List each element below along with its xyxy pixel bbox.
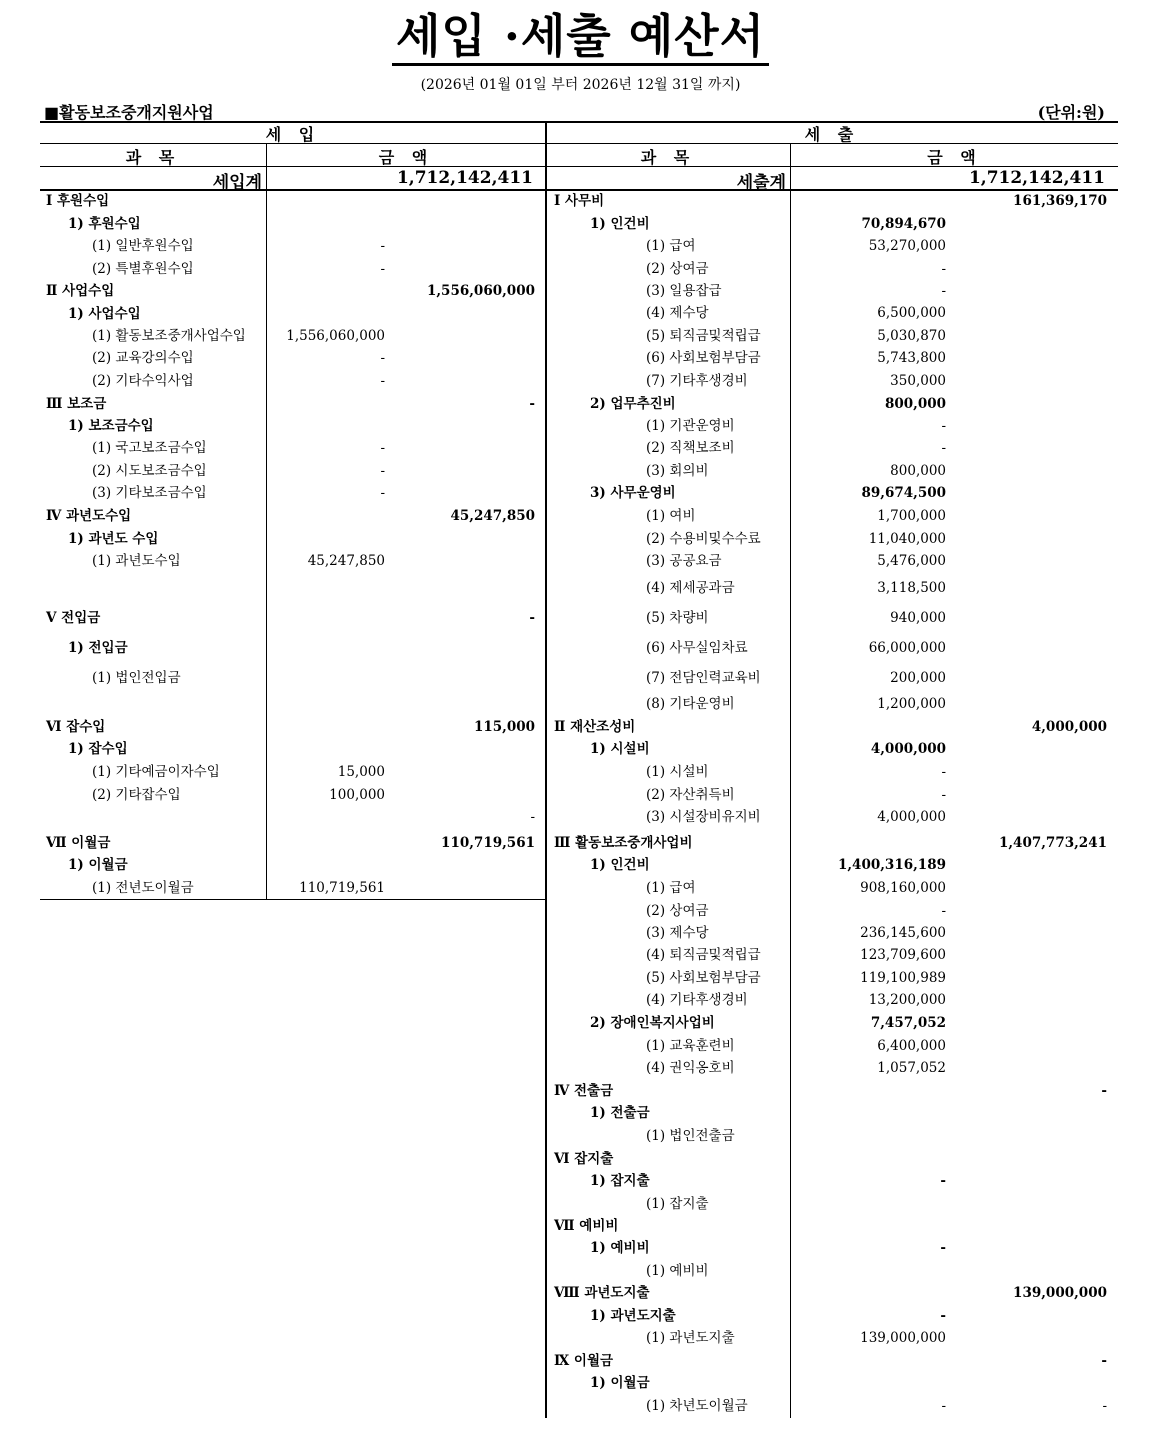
expense-row-label: 1) 예비비 — [590, 1240, 650, 1256]
expense-row-total-amount — [950, 762, 1107, 782]
expense-row-total-amount — [950, 608, 1107, 628]
revenue-row-total-amount: - — [530, 809, 535, 825]
expense-row-sub-amount: 4,000,000 — [877, 809, 946, 825]
expense-row-total-amount — [950, 214, 1107, 234]
expense-total-label: 세출계 — [736, 173, 786, 193]
revenue-row-total-amount — [390, 416, 535, 436]
expense-row-label: (6) 사회보험부담금 — [646, 350, 761, 366]
expense-row-label: (4) 권익옹호비 — [646, 1060, 735, 1076]
expense-row-label: (1) 기관운영비 — [646, 418, 735, 434]
expense-row-label: 1) 전출금 — [590, 1105, 650, 1121]
expense-row-label: (1) 예비비 — [646, 1263, 709, 1279]
expense-row-sub-amount — [791, 1216, 946, 1236]
expense-row-sub-amount: 4,000,000 — [870, 741, 946, 757]
expense-row-sub-amount: - — [940, 1308, 946, 1324]
revenue-row-total-amount — [390, 326, 535, 346]
expense-row-label: 1) 인건비 — [590, 857, 650, 873]
expense-row-sub-amount: - — [941, 261, 946, 277]
expense-row-sub-amount: 139,000,000 — [860, 1330, 946, 1346]
expense-row-total-amount: 4,000,000 — [1031, 719, 1107, 735]
revenue-total-label: 세입계 — [212, 173, 262, 193]
expense-row-total-amount — [950, 326, 1107, 346]
expense-row-sub-amount: 1,700,000 — [877, 508, 946, 524]
expense-row-sub-amount: 5,743,800 — [877, 350, 946, 366]
project-name: ■활동보조중개지원사업 — [44, 103, 214, 122]
expense-row-total-amount — [950, 1194, 1107, 1214]
revenue-row-total-amount — [390, 438, 535, 458]
expense-row-total-amount — [950, 945, 1107, 965]
expense-amount-header: 금 액 — [927, 148, 982, 167]
expense-row-total-amount — [950, 483, 1107, 503]
revenue-row-sub-amount: - — [380, 463, 385, 479]
expense-row-total-amount — [950, 1328, 1107, 1348]
unit-label: (단위:원) — [1037, 103, 1105, 122]
expense-row-total-amount — [950, 371, 1107, 391]
expense-row-sub-amount: 1,200,000 — [877, 696, 946, 712]
expense-row-label: 1) 과년도지출 — [590, 1308, 676, 1324]
revenue-row-total-amount — [390, 855, 535, 875]
expense-row-label: (4) 제세공과금 — [646, 580, 735, 596]
expense-row-label: Ⅲ 활동보조중개사업비 — [554, 835, 693, 851]
expense-row-sub-amount — [791, 1261, 946, 1281]
expense-row-total-amount — [950, 1036, 1107, 1056]
expense-row-total-amount — [950, 878, 1107, 898]
expense-row-total-amount: 161,369,170 — [1013, 193, 1107, 209]
expense-row-label: Ⅰ 사무비 — [554, 193, 605, 209]
expense-row-sub-amount — [791, 1149, 946, 1169]
expense-row-total-amount — [950, 1171, 1107, 1191]
expense-row-total-amount — [950, 694, 1107, 714]
expense-row-label: (1) 교육훈련비 — [646, 1038, 735, 1054]
revenue-header: 세 입 — [265, 125, 321, 144]
revenue-row-sub-amount: 110,719,561 — [299, 880, 385, 896]
expense-row-sub-amount — [791, 1351, 946, 1371]
center-divider — [545, 122, 547, 1418]
revenue-row-sub-amount — [267, 416, 385, 436]
revenue-row-label: Ⅴ 전입금 — [46, 610, 101, 626]
expense-row-label: 2) 업무추진비 — [590, 396, 676, 412]
expense-row-label: (1) 급여 — [646, 880, 696, 896]
expense-row-total-amount — [950, 236, 1107, 256]
expense-row-label: (3) 회의비 — [646, 463, 709, 479]
revenue-row-total-amount — [390, 214, 535, 234]
revenue-row-total-amount — [390, 551, 535, 571]
expense-row-total-amount: 1,407,773,241 — [998, 835, 1107, 851]
expense-row-label: (4) 기타후생경비 — [646, 992, 748, 1008]
expense-header: 세 출 — [804, 125, 860, 144]
expense-row-total-amount — [950, 968, 1107, 988]
revenue-row-total-amount — [390, 878, 535, 898]
expense-row-sub-amount: 53,270,000 — [868, 238, 946, 254]
revenue-row-label: (1) 활동보조중개사업수입 — [92, 328, 246, 344]
expense-row-total-amount — [950, 1149, 1107, 1169]
revenue-row-label: Ⅱ 사업수입 — [46, 283, 115, 299]
revenue-row-total-amount: 45,247,850 — [450, 508, 535, 524]
expense-row-label: 3) 사무운영비 — [590, 485, 676, 501]
expense-row-sub-amount: 908,160,000 — [860, 880, 946, 896]
revenue-row-total-amount — [390, 348, 535, 368]
revenue-row-sub-amount: - — [380, 373, 385, 389]
expense-row-total-amount — [950, 578, 1107, 598]
revenue-row-total-amount — [390, 739, 535, 759]
expense-row-sub-amount: 6,400,000 — [877, 1038, 946, 1054]
expense-row-total-amount — [950, 1216, 1107, 1236]
revenue-row-total-amount — [390, 236, 535, 256]
revenue-row-label: (1) 기타예금이자수입 — [92, 764, 220, 780]
revenue-row-label: (2) 특별후원수입 — [92, 261, 194, 277]
expense-row-total-amount: - — [1102, 1398, 1107, 1414]
expense-row-sub-amount: - — [940, 1240, 946, 1256]
expense-row-label: (2) 직책보조비 — [646, 440, 735, 456]
expense-row-sub-amount — [791, 1126, 946, 1146]
expense-row-label: (1) 차년도이월금 — [646, 1398, 748, 1414]
expense-row-total-amount — [950, 438, 1107, 458]
expense-row-total-amount — [950, 1058, 1107, 1078]
revenue-row-total-amount: 110,719,561 — [441, 835, 535, 851]
expense-row-sub-amount: 66,000,000 — [868, 640, 946, 656]
expense-row-label: 1) 이월금 — [590, 1375, 650, 1391]
revenue-row-label: (2) 교육강의수입 — [92, 350, 194, 366]
revenue-row-total-amount — [390, 371, 535, 391]
expense-row-total-amount — [950, 461, 1107, 481]
expense-row-sub-amount — [791, 191, 946, 211]
expense-row-total-amount: 139,000,000 — [1013, 1285, 1107, 1301]
revenue-row-label: 1) 후원수입 — [68, 216, 141, 232]
expense-row-label: Ⅱ 재산조성비 — [554, 719, 636, 735]
revenue-table-bottom — [40, 899, 546, 900]
expense-row-label: (5) 퇴직금및적립급 — [646, 328, 761, 344]
expense-row-sub-amount: 1,057,052 — [877, 1060, 946, 1076]
revenue-row-label: (2) 시도보조금수입 — [92, 463, 207, 479]
revenue-row-sub-amount: 15,000 — [337, 764, 385, 780]
revenue-row-sub-amount: - — [380, 440, 385, 456]
expense-row-label: (1) 법인전출금 — [646, 1128, 735, 1144]
expense-row-sub-amount: 6,500,000 — [877, 305, 946, 321]
revenue-row-total-amount — [390, 529, 535, 549]
revenue-row-label: (2) 기타잡수입 — [92, 787, 181, 803]
expense-row-total-amount — [950, 739, 1107, 759]
expense-row-label: (3) 시설장비유지비 — [646, 809, 761, 825]
expense-row-label: 2) 장애인복지사업비 — [590, 1015, 715, 1031]
revenue-row-total-amount — [390, 483, 535, 503]
expense-row-sub-amount: 123,709,600 — [860, 947, 946, 963]
expense-row-total-amount — [950, 1103, 1107, 1123]
expense-row-sub-amount: 5,476,000 — [877, 553, 946, 569]
revenue-row-label: 1) 사업수입 — [68, 306, 141, 322]
revenue-row-label: Ⅲ 보조금 — [46, 396, 107, 412]
expense-row-sub-amount: - — [940, 1173, 946, 1189]
expense-row-total-amount — [950, 990, 1107, 1010]
expense-row-total-amount — [950, 1306, 1107, 1326]
expense-row-sub-amount — [791, 1081, 946, 1101]
revenue-row-label: (1) 전년도이월금 — [92, 880, 194, 896]
expense-row-sub-amount: 800,000 — [884, 396, 946, 412]
revenue-row-label: (1) 법인전입금 — [92, 670, 181, 686]
expense-row-sub-amount — [791, 1373, 946, 1393]
revenue-row-total-amount — [390, 762, 535, 782]
revenue-row-total-amount — [390, 785, 535, 805]
revenue-row-label: 1) 전입금 — [68, 640, 128, 656]
revenue-row-label: (1) 일반후원수입 — [92, 238, 194, 254]
expense-row-total-amount — [950, 551, 1107, 571]
expense-row-label: (3) 일용잡급 — [646, 283, 722, 299]
expense-row-label: (5) 사회보험부담금 — [646, 970, 761, 986]
expense-row-total-amount: - — [1101, 1083, 1107, 1099]
revenue-row-sub-amount — [267, 638, 385, 658]
expense-row-label: (3) 제수당 — [646, 925, 709, 941]
revenue-row-total-amount: - — [529, 610, 535, 626]
expense-row-total-amount: - — [1101, 1353, 1107, 1369]
expense-row-sub-amount — [791, 833, 946, 853]
revenue-row-sub-amount — [267, 807, 385, 827]
revenue-row-sub-amount: - — [380, 350, 385, 366]
revenue-row-sub-amount — [267, 529, 385, 549]
expense-row-sub-amount: - — [941, 283, 946, 299]
expense-row-label: Ⅳ 전출금 — [554, 1083, 614, 1099]
revenue-row-sub-amount — [267, 191, 385, 211]
expense-row-total-amount — [950, 1238, 1107, 1258]
expense-row-sub-amount — [791, 717, 946, 737]
revenue-row-total-amount: - — [529, 396, 535, 412]
expense-row-sub-amount: 70,894,670 — [861, 216, 946, 232]
revenue-row-sub-amount — [267, 214, 385, 234]
revenue-row-sub-amount: - — [380, 261, 385, 277]
expense-row-total-amount — [950, 529, 1107, 549]
expense-row-total-amount — [950, 348, 1107, 368]
revenue-row-sub-amount — [267, 608, 385, 628]
revenue-row-label: 1) 이월금 — [68, 857, 128, 873]
revenue-row-sub-amount: - — [380, 238, 385, 254]
expense-row-label: (1) 과년도지출 — [646, 1330, 735, 1346]
expense-row-label: (1) 잡지출 — [646, 1196, 709, 1212]
expense-row-sub-amount: 89,674,500 — [861, 485, 946, 501]
revenue-row-label: 1) 과년도 수입 — [68, 531, 159, 547]
revenue-row-total-amount — [390, 638, 535, 658]
expense-row-label: Ⅷ 과년도지출 — [554, 1285, 650, 1301]
expense-row-label: (2) 수용비및수수료 — [646, 531, 761, 547]
expense-row-sub-amount: 200,000 — [890, 670, 946, 686]
revenue-row-total-amount: 1,556,060,000 — [426, 283, 535, 299]
expense-row-total-amount — [950, 506, 1107, 526]
expense-row-label: (6) 사무실임차료 — [646, 640, 748, 656]
revenue-row-sub-amount — [267, 304, 385, 324]
expense-row-label: Ⅵ 잡지출 — [554, 1151, 614, 1167]
revenue-row-sub-amount: 100,000 — [329, 787, 385, 803]
expense-row-total-amount — [950, 1126, 1107, 1146]
expense-row-label: (4) 퇴직금및적립급 — [646, 947, 761, 963]
revenue-row-label: Ⅳ 과년도수입 — [46, 508, 132, 524]
revenue-row-sub-amount — [267, 855, 385, 875]
revenue-row-total-amount — [390, 668, 535, 688]
expense-row-sub-amount: 11,040,000 — [868, 531, 946, 547]
expense-row-label: (8) 기타운영비 — [646, 696, 735, 712]
expense-row-label: (1) 여비 — [646, 508, 696, 524]
expense-row-sub-amount: 119,100,989 — [860, 970, 946, 986]
revenue-row-label: Ⅰ 후원수입 — [46, 193, 110, 209]
revenue-row-sub-amount: - — [380, 485, 385, 501]
expense-row-total-amount — [950, 1013, 1107, 1033]
expense-total-value: 1,712,142,411 — [968, 168, 1105, 188]
revenue-row-label: (1) 과년도수입 — [92, 553, 181, 569]
expense-row-total-amount — [950, 1373, 1107, 1393]
expense-row-label: (2) 상여금 — [646, 903, 709, 919]
revenue-row-sub-amount — [267, 281, 385, 301]
document-title: 세입 ·세출 예산서 — [0, 8, 1161, 64]
expense-row-total-amount — [950, 668, 1107, 688]
expense-row-sub-amount: - — [941, 440, 946, 456]
revenue-row-sub-amount — [267, 739, 385, 759]
revenue-row-sub-amount: 45,247,850 — [307, 553, 385, 569]
expense-row-label: (3) 공공요금 — [646, 553, 722, 569]
expense-row-label: (7) 기타후생경비 — [646, 373, 748, 389]
expense-row-sub-amount — [791, 1194, 946, 1214]
revenue-row-total-amount — [390, 191, 535, 211]
revenue-row-label: 1) 보조금수입 — [68, 418, 154, 434]
expense-row-sub-amount: 940,000 — [890, 610, 946, 626]
expense-row-sub-amount: - — [941, 418, 946, 434]
revenue-row-label: Ⅶ 이월금 — [46, 835, 111, 851]
revenue-row-total-amount: 115,000 — [473, 719, 535, 735]
expense-row-total-amount — [950, 901, 1107, 921]
expense-row-total-amount — [950, 416, 1107, 436]
expense-row-sub-amount: - — [941, 903, 946, 919]
revenue-row-sub-amount — [267, 506, 385, 526]
expense-row-label: 1) 인건비 — [590, 216, 650, 232]
expense-row-total-amount — [950, 807, 1107, 827]
expense-row-sub-amount: - — [941, 764, 946, 780]
revenue-amount-header: 금 액 — [378, 148, 434, 167]
revenue-row-sub-amount — [267, 668, 385, 688]
revenue-row-label: (3) 기타보조금수입 — [92, 485, 207, 501]
expense-row-total-amount — [950, 394, 1107, 414]
expense-row-label: Ⅸ 이월금 — [554, 1353, 614, 1369]
expense-row-label: (1) 시설비 — [646, 764, 709, 780]
expense-row-total-amount — [950, 923, 1107, 943]
expense-row-total-amount — [950, 259, 1107, 279]
revenue-row-label: (2) 기타수익사업 — [92, 373, 194, 389]
revenue-item-header: 과 목 — [125, 148, 181, 167]
expense-row-label: (7) 전담인력교육비 — [646, 670, 761, 686]
expense-row-sub-amount: 236,145,600 — [860, 925, 946, 941]
revenue-row-total-amount — [390, 461, 535, 481]
expense-row-sub-amount: 5,030,870 — [877, 328, 946, 344]
revenue-row-sub-amount — [267, 394, 385, 414]
expense-row-sub-amount: 13,200,000 — [868, 992, 946, 1008]
expense-row-sub-amount: 3,118,500 — [877, 580, 946, 596]
revenue-row-label: 1) 잡수입 — [68, 741, 128, 757]
expense-row-sub-amount: 800,000 — [890, 463, 946, 479]
revenue-row-label: (1) 국고보조금수입 — [92, 440, 207, 456]
expense-row-label: (5) 차량비 — [646, 610, 709, 626]
expense-row-sub-amount: - — [941, 787, 946, 803]
expense-row-label: 1) 시설비 — [590, 741, 650, 757]
expense-row-label: Ⅶ 예비비 — [554, 1218, 619, 1234]
expense-row-sub-amount: - — [941, 1398, 946, 1414]
expense-row-sub-amount: 1,400,316,189 — [837, 857, 946, 873]
revenue-row-total-amount — [390, 259, 535, 279]
revenue-row-sub-amount — [267, 833, 385, 853]
expense-row-sub-amount: 7,457,052 — [870, 1015, 946, 1031]
expense-row-total-amount — [950, 785, 1107, 805]
revenue-total-value: 1,712,142,411 — [396, 168, 533, 188]
expense-row-total-amount — [950, 855, 1107, 875]
expense-row-total-amount — [950, 281, 1107, 301]
expense-row-sub-amount — [791, 1103, 946, 1123]
revenue-row-sub-amount — [267, 717, 385, 737]
revenue-row-total-amount — [390, 304, 535, 324]
expense-row-total-amount — [950, 1261, 1107, 1281]
budget-period: (2026년 01월 01일 부터 2026년 12월 31일 까지) — [420, 77, 741, 93]
expense-row-label: 1) 잡지출 — [590, 1173, 650, 1189]
expense-row-label: (4) 제수당 — [646, 305, 709, 321]
expense-row-label: (2) 자산취득비 — [646, 787, 735, 803]
expense-row-label: (2) 상여금 — [646, 261, 709, 277]
revenue-row-sub-amount: 1,556,060,000 — [286, 328, 385, 344]
revenue-row-label: Ⅵ 잡수입 — [46, 719, 106, 735]
expense-row-label: (1) 급여 — [646, 238, 696, 254]
expense-item-header: 과 목 — [640, 148, 696, 167]
expense-row-total-amount — [950, 638, 1107, 658]
expense-row-sub-amount — [791, 1283, 946, 1303]
expense-row-sub-amount: 350,000 — [890, 373, 946, 389]
expense-row-total-amount — [950, 303, 1107, 323]
